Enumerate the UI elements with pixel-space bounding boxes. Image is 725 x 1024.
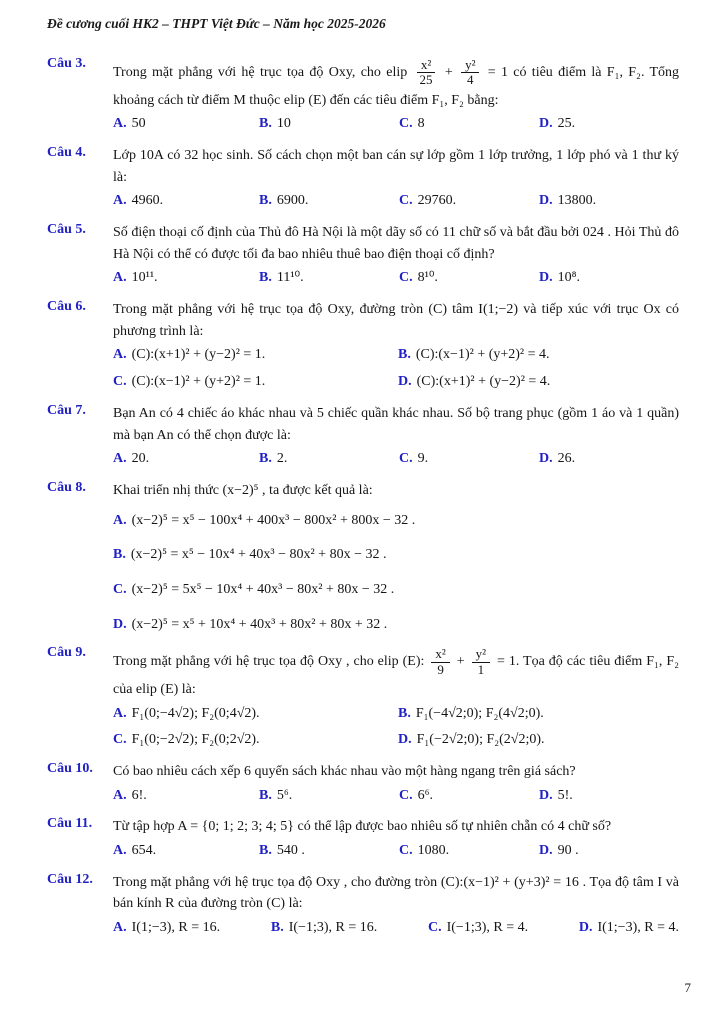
option-text: 10¹¹. xyxy=(131,270,158,286)
option-text: (x−2)⁵ = x⁵ + 10x⁴ + 40x³ + 80x² + 80x + 32 . xyxy=(131,616,388,632)
option-text: 2. xyxy=(276,451,288,467)
question-main xyxy=(113,56,679,135)
option-d xyxy=(398,729,679,751)
question-text-post: = 1 có tiêu điểm là F₁, F₂. Tổng khoảng cách từ điểm M thuộc elip (E) đến các tiêu điểm F₁, F₂ bằng: xyxy=(113,65,680,108)
option-letter: D. xyxy=(398,374,412,390)
options xyxy=(113,190,679,212)
option-b xyxy=(259,113,399,135)
question-label: Câu 9. xyxy=(47,645,86,661)
option-b xyxy=(259,190,399,212)
option-text: 4960. xyxy=(131,193,164,209)
option-letter: B. xyxy=(259,843,272,859)
question-label: Câu 12. xyxy=(47,871,93,887)
option-letter: B. xyxy=(259,116,272,132)
option-letter: A. xyxy=(113,270,127,286)
option-text: (x−2)⁵ = x⁵ − 10x⁴ + 40x³ − 80x² + 80x − 32 . xyxy=(130,547,387,563)
question-main xyxy=(113,645,679,751)
option-d xyxy=(539,190,679,212)
option-letter: D. xyxy=(539,116,553,132)
option-d xyxy=(579,917,679,939)
fraction-numerator: x² xyxy=(431,647,449,662)
option-letter: B. xyxy=(259,787,272,803)
question-text: Bạn An có 4 chiếc áo khác nhau và 5 chiếc quần khác nhau. Số bộ trang phục (gồm 1 áo và 1 quần) mà bạn An có thể chọn được là: xyxy=(113,405,679,443)
option-text: 5⁶. xyxy=(276,787,293,803)
option-letter: B. xyxy=(259,270,272,286)
option-text: 5!. xyxy=(557,787,573,803)
option-letter: C. xyxy=(113,374,127,390)
option-letter: A. xyxy=(113,705,127,721)
question-label: Câu 10. xyxy=(47,761,93,776)
option-text: 8 xyxy=(417,116,425,132)
option-text: 9. xyxy=(417,451,429,467)
question-3 xyxy=(47,56,679,135)
option-text: (x−2)⁵ = x⁵ − 100x⁴ + 400x³ − 800x² + 800x − 32 . xyxy=(131,512,416,528)
option-letter: D. xyxy=(539,451,553,467)
option-b xyxy=(271,917,377,939)
option-d xyxy=(539,785,679,807)
option-d xyxy=(539,448,679,470)
option-c xyxy=(399,840,539,862)
option-letter: C. xyxy=(399,451,413,467)
question-main xyxy=(113,872,679,939)
question-text xyxy=(113,645,679,700)
options xyxy=(113,703,679,751)
option-letter: A. xyxy=(113,512,127,528)
question-main xyxy=(113,299,679,393)
option-letter: A. xyxy=(113,193,127,209)
option-b xyxy=(398,344,679,366)
option-text: 1080. xyxy=(417,843,450,859)
options xyxy=(113,917,679,939)
option-a xyxy=(113,917,220,939)
option-d xyxy=(113,614,679,636)
question-main xyxy=(113,761,679,806)
option-letter: C. xyxy=(399,843,413,859)
math-operator: + xyxy=(456,654,465,670)
option-letter: C. xyxy=(399,270,413,286)
option-text: 6⁶. xyxy=(417,787,434,803)
question-text: Lớp 10A có 32 học sinh. Số cách chọn một ban cán sự lớp gồm 1 lớp trưởng, 1 lớp phó và 1 thư ký là: xyxy=(113,147,679,185)
fraction-numerator: y² xyxy=(472,647,490,662)
option-a xyxy=(113,840,259,862)
option-c xyxy=(113,371,398,393)
option-text: (C):(x−1)² + (y+2)² = 1. xyxy=(131,374,266,390)
option-letter: B. xyxy=(398,347,411,363)
option-a xyxy=(113,703,398,725)
option-d xyxy=(539,840,679,862)
math-operator: + xyxy=(444,65,453,81)
option-a xyxy=(113,448,259,470)
question-text-post: = 1. Tọa độ các tiêu điểm F₁, F₂ của elip (E) là: xyxy=(113,654,680,697)
options xyxy=(113,785,679,807)
option-letter: A. xyxy=(113,843,127,859)
option-text: 13800. xyxy=(557,193,597,209)
fraction xyxy=(472,647,490,677)
option-text: (C):(x−1)² + (y+2)² = 4. xyxy=(415,347,550,363)
question-text: Số điện thoại cố định của Thủ đô Hà Nội là một dãy số có 11 chữ số và bắt đầu bởi 024 . Hỏi Thủ đô Hà Nội có thể có được tối đa bao nhiêu thuê bao điện thoại cố định? xyxy=(113,225,679,262)
question-main xyxy=(113,145,679,212)
option-text: F₁(−4√2;0); F₂(4√2;0). xyxy=(415,705,544,721)
options xyxy=(113,113,679,135)
option-c xyxy=(113,579,679,601)
option-c xyxy=(399,267,539,289)
question-text: Khai triển nhị thức (x−2)⁵ , ta được kết quả là: xyxy=(113,482,373,498)
option-letter: C. xyxy=(427,920,442,936)
option-text: 20. xyxy=(131,451,150,467)
option-text: 29760. xyxy=(417,193,457,209)
option-d xyxy=(539,267,679,289)
option-text: 26. xyxy=(557,451,576,467)
option-text: 540 . xyxy=(276,843,305,859)
option-letter: A. xyxy=(113,347,127,363)
question-text: Trong mặt phẳng với hệ trục tọa độ Oxy, đường tròn (C) tâm I(1;−2) và tiếp xúc với trục Ox có phương trình là: xyxy=(113,302,679,339)
document-header: Đề cương cuối HK2 – THPT Việt Đức – Năm học 2025-2026 xyxy=(47,16,386,31)
option-letter: C. xyxy=(113,581,127,597)
option-text: F₁(−2√2;0); F₂(2√2;0). xyxy=(416,732,545,748)
option-b xyxy=(259,840,399,862)
question-text-pre: Trong mặt phẳng với hệ trục tọa độ Oxy , cho elip (E): xyxy=(113,654,425,670)
option-a xyxy=(113,113,259,135)
option-text: I(1;−3), R = 4. xyxy=(597,920,679,936)
question-12 xyxy=(47,872,679,939)
option-text: F₁(0;−2√2); F₂(0;2√2). xyxy=(131,732,260,748)
fraction-denominator: 9 xyxy=(437,661,444,677)
option-c xyxy=(113,729,398,751)
option-letter: D. xyxy=(539,843,553,859)
option-text: 8¹⁰. xyxy=(417,270,438,286)
option-letter: B. xyxy=(113,547,126,563)
question-label: Câu 11. xyxy=(47,816,93,832)
option-d xyxy=(398,371,679,393)
option-d xyxy=(539,113,679,135)
option-a xyxy=(113,344,398,366)
option-letter: B. xyxy=(270,920,284,936)
question-10 xyxy=(47,761,679,806)
question-label: Câu 8. xyxy=(47,479,86,495)
option-text: 90 . xyxy=(557,843,579,859)
option-text: (C):(x+1)² + (y−2)² = 1. xyxy=(131,347,266,363)
option-c xyxy=(428,917,528,939)
option-a xyxy=(113,785,259,807)
option-letter: C. xyxy=(113,732,127,748)
option-letter: B. xyxy=(398,705,411,721)
option-a xyxy=(113,190,259,212)
question-label: Câu 6. xyxy=(47,299,86,315)
option-letter: C. xyxy=(399,116,413,132)
option-text: I(−1;3), R = 4. xyxy=(446,920,529,936)
option-b xyxy=(259,267,399,289)
option-text: (x−2)⁵ = 5x⁵ − 10x⁴ + 40x³ − 80x² + 80x − 32 . xyxy=(131,581,395,597)
option-letter: C. xyxy=(399,787,413,803)
fraction xyxy=(431,647,449,677)
question-label: Câu 4. xyxy=(47,144,86,160)
option-letter: A. xyxy=(113,920,127,936)
options xyxy=(113,267,679,289)
question-4 xyxy=(47,145,679,212)
option-c xyxy=(399,113,539,135)
fraction xyxy=(461,58,479,88)
fraction-numerator: x² xyxy=(417,58,435,73)
question-main xyxy=(113,480,679,635)
option-a xyxy=(113,510,679,532)
question-6 xyxy=(47,299,679,393)
question-main xyxy=(113,403,679,470)
options xyxy=(113,840,679,862)
option-b xyxy=(259,448,399,470)
question-label: Câu 7. xyxy=(47,402,86,418)
option-text: I(1;−3), R = 16. xyxy=(131,920,221,936)
fraction-numerator: y² xyxy=(461,58,479,73)
option-a xyxy=(113,267,259,289)
option-b xyxy=(113,544,679,566)
question-text xyxy=(113,56,679,111)
option-text: I(−1;3), R = 16. xyxy=(288,920,378,936)
option-text: 11¹⁰. xyxy=(276,270,304,286)
option-letter: D. xyxy=(539,193,553,209)
option-letter: B. xyxy=(259,193,272,209)
option-c xyxy=(399,190,539,212)
question-11 xyxy=(47,816,679,861)
option-text: 50 xyxy=(131,116,146,132)
option-letter: C. xyxy=(399,193,413,209)
option-text: 25. xyxy=(557,116,576,132)
option-letter: D. xyxy=(398,732,412,748)
question-text: Từ tập hợp A = {0; 1; 2; 3; 4; 5} có thể lập được bao nhiêu số tự nhiên chẵn có 4 chữ số? xyxy=(113,819,612,835)
option-b xyxy=(259,785,399,807)
question-5 xyxy=(47,222,679,289)
question-9 xyxy=(47,645,679,751)
options xyxy=(113,510,679,636)
option-letter: B. xyxy=(259,451,272,467)
option-text: 6!. xyxy=(131,787,147,803)
question-main xyxy=(113,222,679,289)
option-letter: D. xyxy=(578,920,593,936)
option-letter: D. xyxy=(539,787,553,803)
option-c xyxy=(399,448,539,470)
option-b xyxy=(398,703,679,725)
option-letter: D. xyxy=(539,270,553,286)
option-text: 10 xyxy=(276,116,291,132)
option-letter: A. xyxy=(113,451,127,467)
fraction-denominator: 25 xyxy=(419,72,433,88)
question-label: Câu 3. xyxy=(47,56,86,71)
option-text: 10⁸. xyxy=(557,270,581,286)
fraction-denominator: 1 xyxy=(477,661,485,677)
question-text-pre: Trong mặt phẳng với hệ trục tọa độ Oxy, cho elip xyxy=(113,65,408,81)
option-text: 654. xyxy=(131,843,157,859)
fraction xyxy=(416,58,437,88)
option-c xyxy=(399,785,539,807)
option-text: 6900. xyxy=(276,193,309,209)
option-text: F₁(0;−4√2); F₂(0;4√2). xyxy=(131,705,260,721)
option-letter: A. xyxy=(113,116,127,132)
question-text: Trong mặt phẳng với hệ trục tọa độ Oxy , cho đường tròn (C):(x−1)² + (y+3)² = 16 . Tọa độ tâm I và bán kính R của đường tròn (C) là: xyxy=(113,874,679,912)
page-number: 7 xyxy=(684,980,691,995)
options xyxy=(113,344,679,392)
fraction-denominator: 4 xyxy=(467,72,474,88)
question-8 xyxy=(47,480,679,635)
question-7 xyxy=(47,403,679,470)
question-text: Có bao nhiêu cách xếp 6 quyển sách khác nhau vào một hàng ngang trên giá sách? xyxy=(113,764,576,779)
option-text: (C):(x+1)² + (y−2)² = 4. xyxy=(416,374,551,390)
option-letter: A. xyxy=(113,787,127,803)
option-letter: D. xyxy=(113,616,127,632)
question-label: Câu 5. xyxy=(47,222,86,238)
question-main xyxy=(113,816,679,861)
options xyxy=(113,448,679,470)
